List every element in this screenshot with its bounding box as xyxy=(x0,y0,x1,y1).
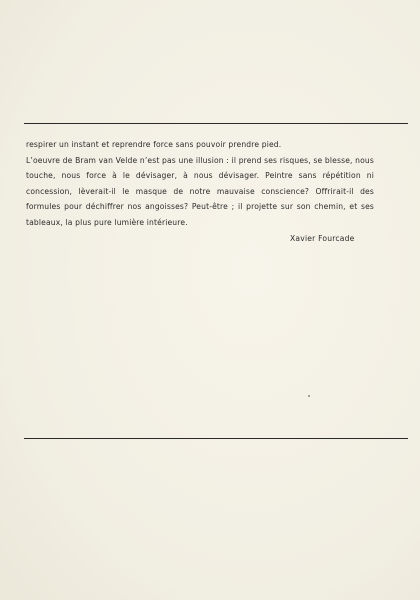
opening-line: respirer un instant et reprendre force sans pouvoir prendre pied. xyxy=(26,140,282,149)
body-text xyxy=(26,137,374,231)
top-rule xyxy=(24,123,408,124)
author-signature: Xavier Fourcade xyxy=(290,234,355,243)
main-paragraph: L’oeuvre de Bram van Velde n’est pas une illusion : il prend ses risques, se blesse, nous touche, nous force à le dévisager, à nous dévisager. Peintre sans répétition ni concession, lèverait-il le masque de notre mauvaise conscience? Offrirait-il des formules pour déchiffrer nos angoisses? Peut-être ; il projette sur son chemin, et ses tableaux, la plus pure lumière intérieure. xyxy=(26,155,374,227)
paper-speck xyxy=(308,395,310,397)
bottom-rule xyxy=(24,438,408,439)
